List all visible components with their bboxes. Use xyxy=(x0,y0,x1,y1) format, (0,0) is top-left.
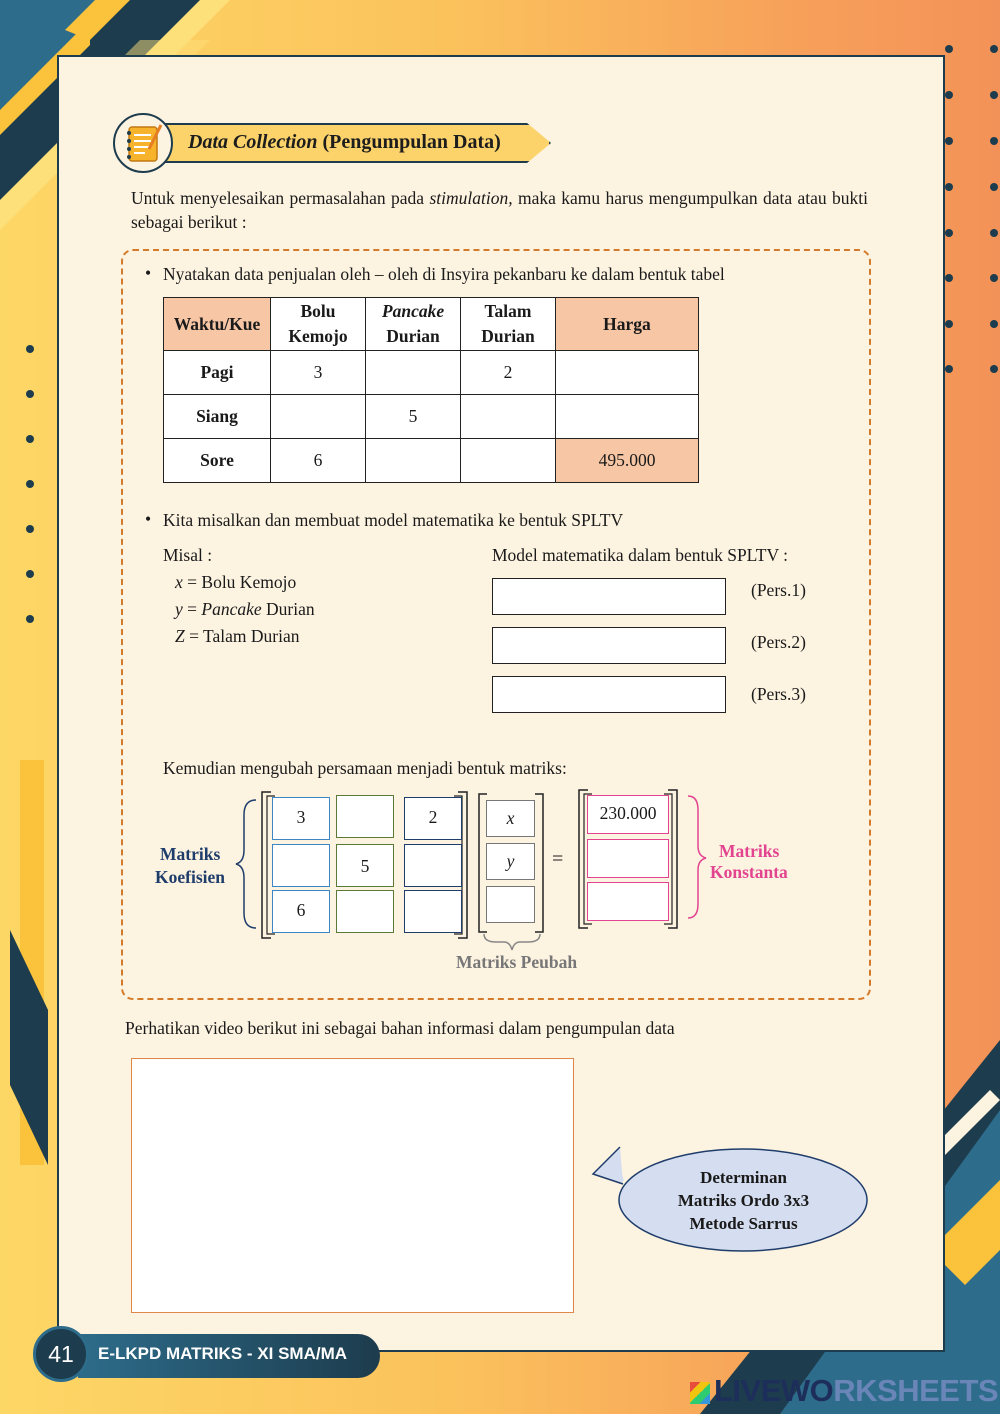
table-cell: 3 xyxy=(271,351,366,395)
coef-input-cell[interactable] xyxy=(404,844,462,887)
row-label: Sore xyxy=(164,439,271,483)
coef-cell: 6 xyxy=(272,890,330,933)
coef-input-cell[interactable] xyxy=(336,795,394,838)
row-label: Pagi xyxy=(164,351,271,395)
coef-cell: 2 xyxy=(404,797,462,840)
constant-input-cell[interactable] xyxy=(587,839,669,878)
coef-input-cell[interactable] xyxy=(272,844,330,887)
section-title: Data Collection (Pengumpulan Data) xyxy=(188,131,501,153)
coef-label-1: Matriks xyxy=(160,844,221,864)
instruction-model: Kita misalkan dan membuat model matematika ke bentuk SPLTV xyxy=(163,510,624,530)
bubble-text: Determinan Matriks Ordo 3x3 Metode Sarrus xyxy=(677,1168,810,1233)
variable-cell: x xyxy=(486,800,535,837)
table-cell: 2 xyxy=(461,351,556,395)
bullet-icon: • xyxy=(145,509,152,529)
variable-cell: y xyxy=(486,843,535,880)
misal-z: Z = Talam Durian xyxy=(175,626,300,646)
constant-cell: 230.000 xyxy=(587,795,669,834)
coef-input-cell[interactable] xyxy=(336,890,394,933)
header-pancake: Pancake Durian xyxy=(366,298,461,351)
equals-sign: = xyxy=(552,848,564,870)
misal-title: Misal : xyxy=(163,545,213,565)
table-cell: 6 xyxy=(271,439,366,483)
video-intro: Perhatikan video berikut ini sebagai bahan informasi dalam pengumpulan data xyxy=(125,1018,675,1038)
misal-x: x = Bolu Kemojo xyxy=(175,572,297,592)
const-label-1: Matriks xyxy=(719,841,780,861)
equation-1-label: (Pers.1) xyxy=(751,580,806,600)
row-label: Siang xyxy=(164,395,271,439)
table-cell: 495.000 xyxy=(556,439,699,483)
model-title: Model matematika dalam bentuk SPLTV : xyxy=(492,545,789,565)
peubah-label: Matriks Peubah xyxy=(456,952,578,972)
logo-icon xyxy=(690,1382,710,1404)
instruction-table: Nyatakan data penjualan oleh – oleh di Insyira pekanbaru ke dalam bentuk tabel xyxy=(163,264,725,284)
coef-cell: 5 xyxy=(336,844,394,887)
header-talam: Talam Durian xyxy=(461,298,556,351)
coef-cell: 3 xyxy=(272,797,330,840)
variable-input-cell[interactable] xyxy=(486,886,535,923)
footer-title: E-LKPD MATRIKS - XI SMA/MA xyxy=(98,1344,348,1363)
misal-y: y = Pancake Durian xyxy=(175,599,315,619)
page-number: 41 xyxy=(33,1326,89,1382)
intro-paragraph: Untuk menyelesaikan permasalahan pada stimulation, maka kamu harus mengumpulkan data atau bukti sebagai berikut : xyxy=(131,188,868,232)
const-label-2: Konstanta xyxy=(710,862,788,882)
header-waktu: Waktu/Kue xyxy=(164,298,271,351)
constant-input-cell[interactable] xyxy=(587,882,669,921)
equation-3-label: (Pers.3) xyxy=(751,684,806,704)
header-harga: Harga xyxy=(556,298,699,351)
bullet-icon: • xyxy=(145,263,152,283)
table-cell: 5 xyxy=(366,395,461,439)
coef-input-cell[interactable] xyxy=(404,890,462,933)
header-bolu: Bolu Kemojo xyxy=(271,298,366,351)
coef-label-2: Koefisien xyxy=(155,867,225,887)
video-player[interactable] xyxy=(131,1058,574,1313)
liveworksheets-logo: LIVEWORKSHEETS xyxy=(690,1373,998,1409)
equation-2-label: (Pers.2) xyxy=(751,632,806,652)
matrix-intro: Kemudian mengubah persamaan menjadi bentuk matriks: xyxy=(163,758,567,778)
